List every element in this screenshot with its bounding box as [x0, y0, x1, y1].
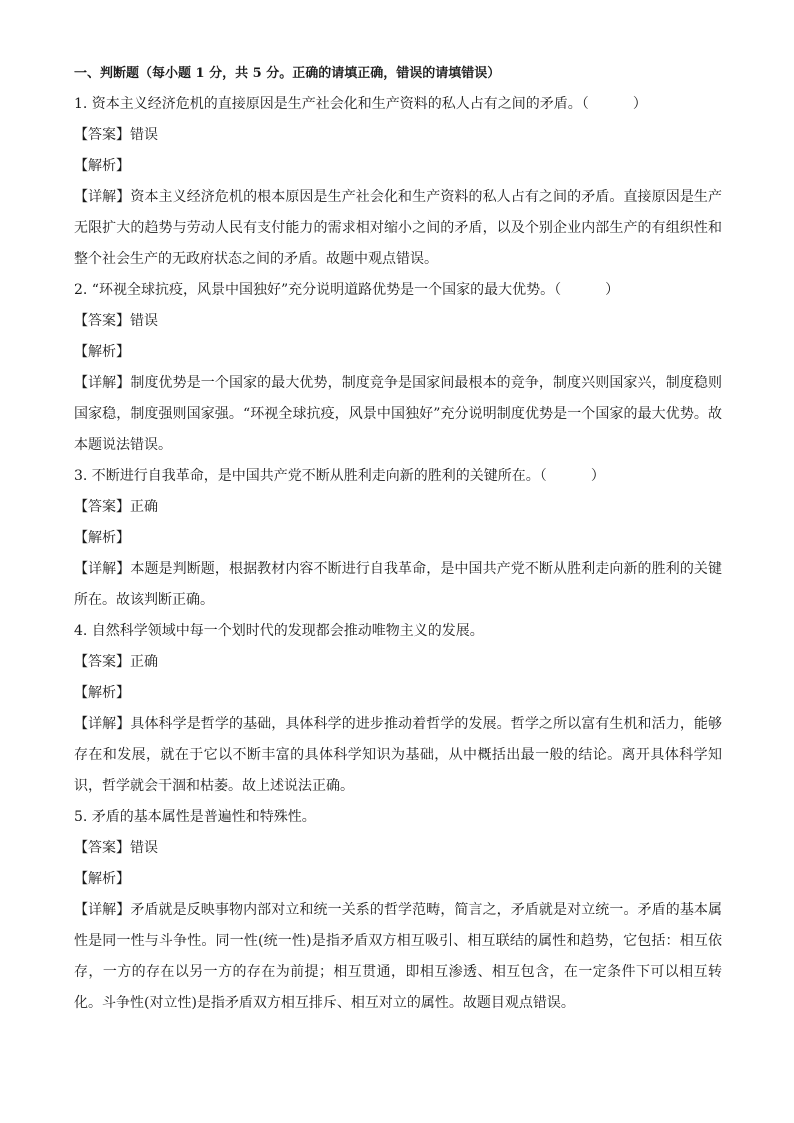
question-4 [74, 621, 722, 802]
detail-paragraph [74, 709, 722, 802]
analysis-tag: 【解析】 [74, 871, 130, 887]
detail-text: 矛盾就是反映事物内部对立和统一关系的哲学范畴，简言之，矛盾就是对立统一。矛盾的基本属性是同一性与斗争性。同一性(统一性)是指矛盾双方相互吸引、相互联结的属性和趋势，它包括：相互依存，一方的存在以另一方的存在为前提；相互贯通，即相互渗透、相互包含，在一定条件下可以相互转化。斗争性(对立性)是指矛盾双方相互排斥、相互对立的属性。故题目观点错误。 [74, 902, 723, 1011]
answer-value: 错误 [130, 840, 158, 856]
answer-tag: 【答案】 [74, 313, 130, 329]
question-2 [74, 280, 722, 461]
answer-value: 正确 [130, 499, 158, 515]
answer-tag: 【答案】 [74, 499, 130, 515]
detail-text: 本题是判断题，根据教材内容不断进行自我革命，是中国共产党不断从胜利走向新的胜利的关键所在。故该判断正确。 [74, 561, 723, 608]
answer-tag: 【答案】 [74, 654, 130, 670]
detail-paragraph [74, 368, 722, 461]
question-1 [74, 94, 722, 275]
question-5 [74, 807, 722, 1019]
analysis-tag: 【解析】 [74, 685, 130, 701]
question-3 [74, 466, 722, 616]
question-stem: 3. 不断进行自我革命，是中国共产党不断从胜利走向新的胜利的关键所在。（ ） [74, 468, 605, 484]
analysis-tag: 【解析】 [74, 530, 130, 546]
analysis-tag: 【解析】 [74, 344, 130, 360]
detail-tag: 【详解】 [74, 561, 131, 577]
question-stem: 5. 矛盾的基本属性是普遍性和特殊性。 [74, 809, 316, 825]
answer-value: 错误 [130, 127, 158, 143]
analysis-tag: 【解析】 [74, 158, 130, 174]
detail-paragraph [74, 895, 722, 1019]
question-stem: 1. 资本主义经济危机的直接原因是生产社会化和生产资料的私人占有之间的矛盾。（ ） [74, 96, 647, 112]
section-title: 一、判断题（每小题 1 分，共 5 分。正确的请填正确，错误的请填错误） [74, 66, 501, 81]
detail-paragraph [74, 182, 722, 275]
detail-tag: 【详解】 [74, 189, 131, 205]
question-stem: 2. “环视全球抗疫，风景中国独好”充分说明道路优势是一个国家的最大优势。（ ） [74, 282, 620, 298]
detail-text: 资本主义经济危机的根本原因是生产社会化和生产资料的私人占有之间的矛盾。直接原因是生产无限扩大的趋势与劳动人民有支付能力的需求相对缩小之间的矛盾，以及个别企业内部生产的有组织性和整个社会生产的无政府状态之间的矛盾。故题中观点错误。 [74, 189, 723, 267]
answer-value: 错误 [130, 313, 158, 329]
detail-text: 制度优势是一个国家的最大优势，制度竞争是国家间最根本的竞争，制度兴则国家兴，制度稳则国家稳，制度强则国家强。“环视全球抗疫，风景中国独好”充分说明制度优势是一个国家的最大优势。故本题说法错误。 [74, 375, 723, 453]
answer-line [74, 838, 722, 858]
answer-line [74, 497, 722, 517]
detail-tag: 【详解】 [74, 375, 131, 391]
detail-tag: 【详解】 [74, 716, 131, 732]
detail-text: 具体科学是哲学的基础，具体科学的进步推动着哲学的发展。哲学之所以富有生机和活力，能够存在和发展，就在于它以不断丰富的具体科学知识为基础，从中概括出最一般的结论。离开具体科学知识，哲学就会干涸和枯萎。故上述说法正确。 [74, 716, 723, 794]
question-stem: 4. 自然科学领域中每一个划时代的发现都会推动唯物主义的发展。 [74, 623, 484, 639]
answer-tag: 【答案】 [74, 840, 130, 856]
detail-tag: 【详解】 [74, 902, 131, 918]
answer-line [74, 311, 722, 331]
answer-value: 正确 [130, 654, 158, 670]
answer-line [74, 652, 722, 672]
document-page [74, 64, 722, 1019]
answer-tag: 【答案】 [74, 127, 130, 143]
detail-paragraph [74, 554, 722, 616]
answer-line [74, 125, 722, 145]
